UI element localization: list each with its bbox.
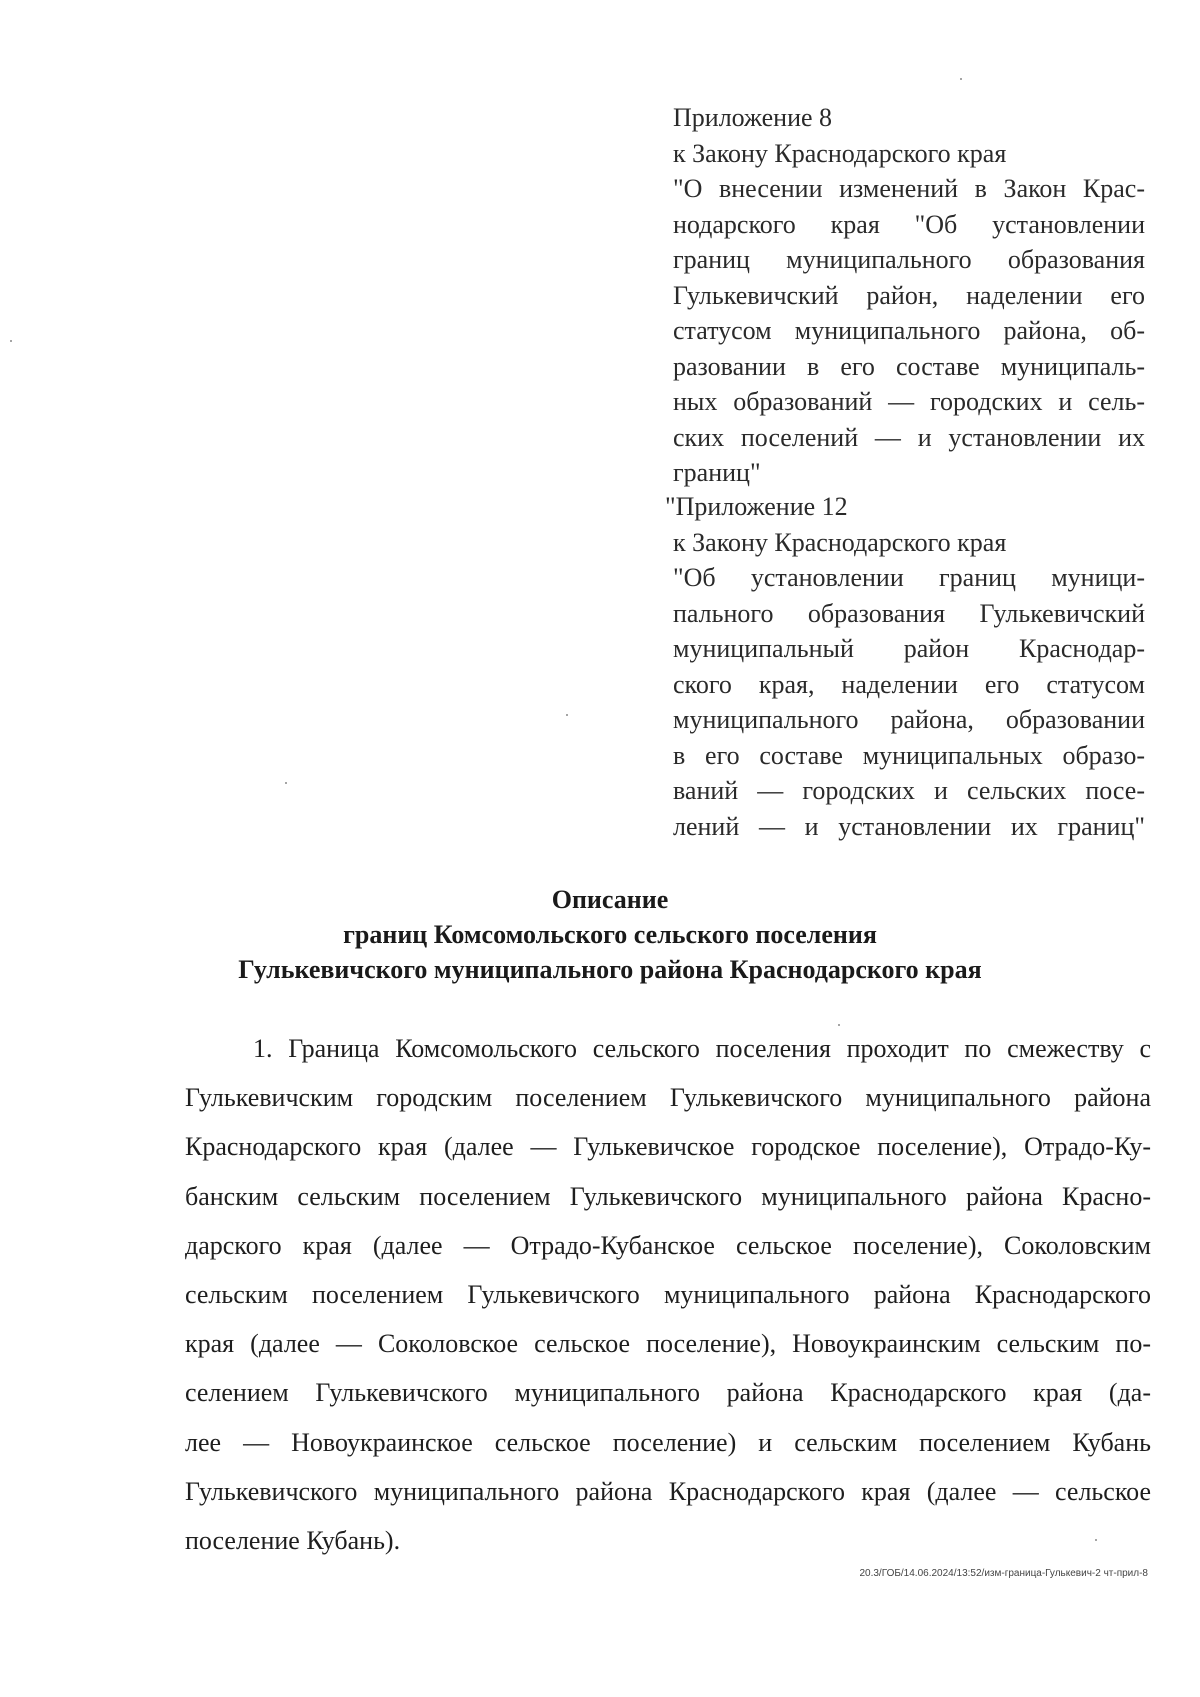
appendix-12-line: в его составе муниципальных образо- <box>673 740 1145 770</box>
heading-title: Описание <box>551 885 669 914</box>
body-line: Гулькевичского муниципального района Краснодарского края (далее — сельское <box>185 1476 1151 1506</box>
appendix-8-header <box>673 100 1145 491</box>
body-line: дарского края (далее — Отрадо-Кубанское сельское поселение), Соколовским <box>185 1230 1151 1260</box>
scan-speck <box>285 782 287 784</box>
scan-speck <box>960 78 962 80</box>
scan-speck <box>838 1024 840 1026</box>
body-line: поселение Кубань). <box>185 1526 401 1556</box>
appendix-12-title: "Приложение 12 <box>665 492 848 521</box>
footer-document-code: 20.3/ГОБ/14.06.2024/13:52/изм-граница-Гулькевич-2 чт-прил-8 <box>859 1568 1148 1579</box>
body-line: селением Гулькевичского муниципального района Краснодарского края (да- <box>185 1378 1151 1408</box>
body-line: края (далее — Соколовское сельское поселение), Новоукраинским сельским по- <box>185 1329 1151 1359</box>
appendix-12-law-ref: к Закону Краснодарского края <box>673 527 1007 557</box>
body-line: лее — Новоукраинское сельское поселение) и сельским поселением Кубань <box>185 1427 1151 1457</box>
appendix-8-line: нодарского края "Об установлении <box>673 209 1145 239</box>
appendix-8-line: "О внесении изменений в Закон Крас- <box>673 174 1145 203</box>
body-line: сельским поселением Гулькевичского муниципального района Краснодарского <box>185 1280 1151 1310</box>
appendix-12-line: ского края, наделении его статусом <box>673 669 1145 699</box>
appendix-12-line: муниципального района, образовании <box>673 705 1145 734</box>
body-paragraph <box>185 1024 1151 1565</box>
appendix-8-line: статусом муниципального района, об- <box>673 316 1145 345</box>
document-heading <box>140 882 1080 987</box>
appendix-12-line: лений — и установлении их границ" <box>673 811 1145 841</box>
appendix-8-line: ских поселений — и установлении их <box>673 422 1145 452</box>
appendix-12-line: пального образования Гулькевичский <box>673 598 1145 628</box>
appendix-8-line: разовании в его составе муниципаль- <box>673 351 1145 381</box>
scan-speck <box>566 714 568 716</box>
heading-subtitle: границ Комсомольского сельского поселения <box>343 920 877 949</box>
appendix-8-line: границ" <box>673 458 761 487</box>
appendix-8-line: Гулькевичский район, наделении его <box>673 280 1145 310</box>
body-line: Гулькевичским городским поселением Гулькевичского муниципального района <box>185 1083 1151 1113</box>
appendix-8-title: Приложение 8 <box>673 103 833 132</box>
appendix-12-line: "Об установлении границ муници- <box>673 563 1145 592</box>
scan-speck <box>10 340 12 342</box>
heading-subtitle: Гулькевичского муниципального района Краснодарского края <box>238 955 982 984</box>
body-line: 1. Граница Комсомольского сельского поселения проходит по смежеству с <box>253 1034 1151 1063</box>
appendix-8-line: ных образований — городских и сель- <box>673 387 1145 416</box>
appendix-8-law-ref: к Закону Краснодарского края <box>673 138 1007 168</box>
body-line: банским сельским поселением Гулькевичского муниципального района Красно- <box>185 1181 1151 1211</box>
body-line: Краснодарского края (далее — Гулькевичское городское поселение), Отрадо-Ку- <box>185 1132 1151 1162</box>
scan-speck <box>1095 1539 1097 1541</box>
appendix-12-header <box>665 489 1145 844</box>
appendix-12-line: ваний — городских и сельских посе- <box>673 776 1145 805</box>
appendix-12-line: муниципальный район Краснодар- <box>673 634 1145 663</box>
appendix-8-line: границ муниципального образования <box>673 245 1145 274</box>
